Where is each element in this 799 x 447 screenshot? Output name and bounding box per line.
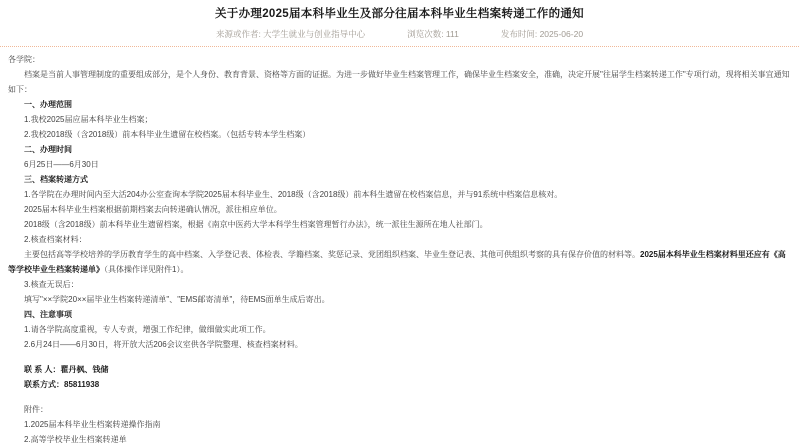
text-segment: 1.我校2025届应届本科毕业生档案； (24, 115, 153, 124)
text-segment: 填写"××学院20××届毕业生档案转递清单"、"EMS邮寄清单"，待EMS面单生成后寄出。 (24, 295, 330, 304)
bold-text: 一、办理范围 (24, 100, 72, 109)
text-segment: 1.各学院在办理时间内至大活204办公室查询本学院2025届本科毕业生、2018级（含2018级）前本科生遗留在校档案信息，并与91系统中档案信息核对。 (24, 190, 563, 199)
heading-notes (8, 307, 793, 322)
contact-person (8, 362, 793, 377)
method-item-3 (8, 277, 793, 292)
heading-method (8, 172, 793, 187)
text-segment: 2.6月24日——6月30日，将开放大活206会议室供各学院整理、核查档案材料。 (24, 340, 303, 349)
attachments-label (8, 402, 793, 417)
intro-paragraph (8, 67, 793, 97)
heading-time (8, 142, 793, 157)
heading-scope (8, 97, 793, 112)
bold-text: 三、档案转递方式 (24, 175, 88, 184)
method-note-1 (8, 202, 793, 217)
text-segment: （具体操作详见附件1）。 (104, 265, 189, 274)
text-segment: 1.2025届本科毕业生档案转递操作指南 (24, 420, 161, 429)
meta-row (0, 28, 799, 46)
bold-text: 联系方式：85811938 (24, 380, 100, 389)
method-item-2 (8, 232, 793, 247)
text-segment: 2018级（含2018级）前本科毕业生遗留档案，根据《南京中医药大学本科学生档案管理暂行办法》，统一派往生源所在地人社部门。 (24, 220, 488, 229)
scope-item-1 (8, 112, 793, 127)
bold-text: 2025届本科毕业生档案材料里还应有《高等学校毕业生档案转递单》 (8, 250, 786, 274)
method-note-3 (8, 292, 793, 307)
notes-item-2 (8, 337, 793, 352)
text-segment: 主要包括高等学校培养的学历教育学生的高中档案、入学登记表、体检表、学籍档案、奖惩记录、党团组织档案、毕业生登记表、其他可供组织考察的具有保存价值的材料等。 (24, 250, 640, 259)
meta-source: 来源或作者: 大学生就业与创业指导中心 (215, 29, 366, 39)
scope-item-2 (8, 127, 793, 142)
method-item-1 (8, 187, 793, 202)
text-segment: 1.请各学院高度重视，专人专责，增强工作纪律，做细做实此项工作。 (24, 325, 271, 334)
text-segment: 6月25日——6月30日 (24, 160, 99, 169)
notice-body (0, 47, 799, 447)
salutation (8, 52, 793, 67)
bold-text: 联 系 人：瞿丹枫、钱储 (24, 365, 109, 374)
spacer (8, 352, 793, 362)
text-segment: 附件： (24, 405, 48, 414)
notes-item-1 (8, 322, 793, 337)
meta-publish-date: 发布时间: 2025-06-20 (500, 29, 584, 39)
materials-paragraph (8, 247, 793, 277)
text-segment: 各学院： (8, 55, 40, 64)
notice-header (0, 0, 799, 46)
meta-views: 浏览次数: 111 (407, 29, 459, 39)
page-title: 关于办理2025届本科毕业生及部分往届本科毕业生档案转递工作的通知 (215, 8, 584, 20)
spacer (8, 392, 793, 402)
text-segment: 2.我校2018级（含2018级）前本科毕业生遗留在校档案。（包括专转本学生档案） (24, 130, 311, 139)
method-note-2 (8, 217, 793, 232)
text-segment: 2.核查档案材料： (24, 235, 87, 244)
text-segment: 3.核查无误后： (24, 280, 79, 289)
text-segment: 2025届本科毕业生档案根据前期档案去向转递确认情况，派往相应单位。 (24, 205, 282, 214)
time-range (8, 157, 793, 172)
bold-text: 二、办理时间 (24, 145, 72, 154)
attachment-link-1[interactable] (8, 417, 793, 432)
text-segment: 档案是当前人事管理制度的重要组成部分，是个人身份、教育背景、资格等方面的证据。为进一步做好毕业生档案管理工作，确保毕业生档案安全，准确，决定开展"往届学生档案转递工作"专项行动，现将相关事宜通知如下： (8, 70, 790, 94)
attachment-link-2[interactable] (8, 432, 793, 447)
text-segment: 2.高等学校毕业生档案转递单 (24, 435, 127, 444)
contact-phone (8, 377, 793, 392)
bold-text: 四、注意事项 (24, 310, 72, 319)
